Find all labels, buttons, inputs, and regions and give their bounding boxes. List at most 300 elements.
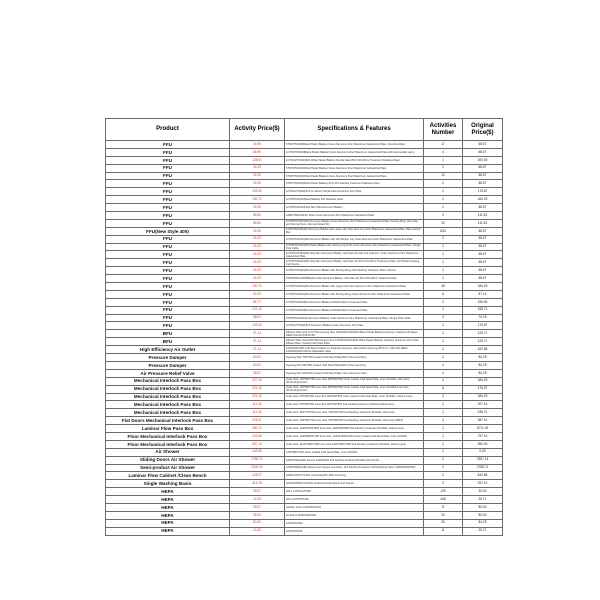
- spec-cell: 1800X1000(width Sensor 1300X2100 Full Sanding Finished SUS304 with Nozzle: [285, 456, 424, 464]
- activities-number-cell: 1: [424, 259, 463, 267]
- table-row: [106, 275, 503, 283]
- spec-cell: Outer Size: 560*470*440 Inner Size: 400*400*400 Full Sanding Treatment SUS304, with Lamp: [285, 409, 424, 417]
- activity-price-cell: 85.80: [230, 219, 285, 227]
- product-cell: FFU: [106, 196, 230, 204]
- col-header-specs: Specifications & Features: [285, 119, 424, 141]
- spec-cell: 1175X575X320(400 Ultra Slim Aluminum Blades, with Flat Lid) with Led Indicator / Outer Aluminum Zinc Plate/Inner Galvanized Plate: [285, 251, 424, 259]
- activities-number-cell: 20: [424, 511, 463, 519]
- spec-cell: 575X560X1435X685(Ultra Slim Aluminum Blades, with Flat Lid) SUS 304 Mirror Treatment Plate: [285, 275, 424, 283]
- original-price-cell: 84.29: [463, 354, 503, 362]
- product-cell: FFU: [106, 259, 230, 267]
- product-cell: Pressure Damper: [106, 354, 230, 362]
- activities-number-cell: 446: [424, 496, 463, 504]
- product-cell: BFU: [106, 330, 230, 338]
- activities-number-cell: 1: [424, 196, 463, 204]
- price-table: [105, 118, 503, 536]
- activities-number-cell: 834: [424, 227, 463, 235]
- product-cell: Mechanical Interlock Pass Box: [106, 401, 230, 409]
- activity-price-cell: 34.29: [230, 227, 285, 235]
- product-cell: Semi-product Air Shower: [106, 464, 230, 472]
- activity-price-cell: 278.57: [230, 417, 285, 425]
- table-row: [106, 298, 503, 306]
- original-price-cell: 797.14: [463, 432, 503, 440]
- activity-price-cell: 85.80: [230, 212, 285, 220]
- spec-cell: Outer Size: 1160*1080*1280 Inner Size 1000*1000*1000 Full Sanding Treatment SUS304, without Lamp: [285, 440, 424, 448]
- table-row: [106, 385, 503, 393]
- activities-number-cell: 8: [424, 527, 463, 535]
- product-cell: HEPA: [106, 527, 230, 535]
- activities-number-cell: 1: [424, 432, 463, 440]
- activity-price-cell: 2000.00: [230, 464, 285, 472]
- table-row: [106, 519, 503, 527]
- activity-price-cell: 34.29: [230, 243, 285, 251]
- original-price-cell: 68.57: [463, 227, 503, 235]
- activity-price-cell: 34.29: [230, 235, 285, 243]
- original-price-cell: 111.43: [463, 219, 503, 227]
- original-price-cell: 68.57: [463, 251, 503, 259]
- col-header-product: Product: [106, 119, 230, 141]
- spec-cell: wooden frame 6100X610X220: [285, 503, 424, 511]
- activities-number-cell: 1: [424, 164, 463, 172]
- activities-number-cell: 1: [424, 464, 463, 472]
- original-price-cell: 176.87: [463, 322, 503, 330]
- table-row: [106, 456, 503, 464]
- activity-price-cell: 34.29: [230, 267, 285, 275]
- spec-cell: 575X575X320(White Plastic Blades) SUS 201 Sanding Treatment Stainless Steel: [285, 180, 424, 188]
- activity-price-cell: 34.29: [230, 204, 285, 212]
- original-price-cell: 207.14: [463, 401, 503, 409]
- activities-number-cell: 1: [424, 306, 463, 314]
- activity-price-cell: 111.43: [230, 409, 285, 417]
- table-row: [106, 243, 503, 251]
- table-row: [106, 322, 503, 330]
- spec-cell: 1680X780X259 EC Motor Outer Aluminum Zinc Plate/Inner Galvanized Plate: [285, 212, 424, 220]
- activity-price-cell: 121.43: [230, 306, 285, 314]
- original-price-cell: 84.29: [463, 361, 503, 369]
- table-row: [106, 196, 503, 204]
- activities-number-cell: 1: [424, 425, 463, 433]
- original-price-cell: 68.57: [463, 243, 503, 251]
- spec-cell: 1175X575X320(510 Aluminum Blades) SUS304 Mirror Treatment Plate: [285, 306, 424, 314]
- activities-number-cell: 6: [424, 290, 463, 298]
- activities-number-cell: 2: [424, 401, 463, 409]
- activities-number-cell: 2: [424, 180, 463, 188]
- activities-number-cell: 2: [424, 235, 463, 243]
- original-price-cell: 184.29: [463, 283, 503, 291]
- activity-price-cell: 260.71: [230, 425, 285, 433]
- original-price-cell: 125.71: [463, 330, 503, 338]
- product-cell: Mechanical Interlock Pass Box: [106, 377, 230, 385]
- product-cell: FFU: [106, 306, 230, 314]
- spec-cell: 1175X1175X320(470 AC Motor) Single Face Aluminum Zinc Plate: [285, 188, 424, 196]
- product-cell: FFU: [106, 164, 230, 172]
- product-cell: Pressure Damper: [106, 361, 230, 369]
- activities-number-cell: 129: [424, 488, 463, 496]
- original-price-cell: 176.57: [463, 385, 503, 393]
- activity-price-cell: 28.57: [230, 369, 285, 377]
- spec-cell: 1175X575X320(Steel Blades) 201 Stainless Steel: [285, 196, 424, 204]
- product-cell: FFU: [106, 314, 230, 322]
- activity-price-cell: 102.00: [230, 322, 285, 330]
- activities-number-cell: 17: [424, 141, 463, 149]
- table-row: [106, 448, 503, 456]
- activities-number-cell: 20: [424, 219, 463, 227]
- original-price-cell: 35.00: [463, 488, 503, 496]
- original-price-cell: 84.29: [463, 519, 503, 527]
- original-price-cell: 1071.43: [463, 425, 503, 433]
- product-cell: Sliding Doors Air Shower: [106, 456, 230, 464]
- original-price-cell: 184.29: [463, 393, 503, 401]
- activity-price-cell: 56.99: [230, 148, 285, 156]
- spec-cell: 575X575X320(Blank Plastic Blades) Outer Aluminum Zinc Plate/Inner Galvanized Plate, Industrial Motor: [285, 141, 424, 149]
- activity-price-cell: 52.29: [230, 290, 285, 298]
- table-row: [106, 156, 503, 164]
- product-cell: FFU: [106, 180, 230, 188]
- table-row: [106, 393, 503, 401]
- activity-price-cell: 34.29: [230, 172, 285, 180]
- spec-cell: 575X575X320(510 Aluminum Blades) Outer Aluminum Zinc Plate/Inner Galvanized Plate / Single Pole Cable: [285, 314, 424, 322]
- activities-number-cell: 1: [424, 448, 463, 456]
- original-price-cell: 68.57: [463, 148, 503, 156]
- activity-price-cell: 34.29: [230, 164, 285, 172]
- original-price-cell: 74.29: [463, 314, 503, 322]
- spec-cell: 1220X610X69: [285, 519, 424, 527]
- col-header-original-price: Original Price($): [463, 119, 503, 141]
- activity-price-cell: 34.29: [230, 251, 285, 259]
- spec-cell: Diffuser Plate Size 1172*760 Housing Size 1024X804X440(500 Blank Plastic Blades) Housing: Coated Cold Steel / HEPA Size1170X570X69: [285, 330, 424, 338]
- table-row: [106, 164, 503, 172]
- activities-number-cell: 2: [424, 456, 463, 464]
- product-cell: Mechanical Interlock Pass Box: [106, 409, 230, 417]
- spec-cell: Diffuser Plate Size1220*930 Housing Size 1175X615X440(500 White Plastic Blades) Housing: Aluminum Zinc Plate, Diffuse Plate: Coated Cold Steel Plate: [285, 338, 424, 346]
- activity-price-cell: 68.51: [230, 314, 285, 322]
- spec-cell: 1175X1175X320(304 White Plastic Blades) Double Face BUS 301 Mirror Treatment Stainless Steel: [285, 156, 424, 164]
- table-row: [106, 496, 503, 504]
- table-row: [106, 369, 503, 377]
- table-row: [106, 204, 503, 212]
- activities-number-cell: 3: [424, 212, 463, 220]
- original-price-cell: 155.71: [463, 306, 503, 314]
- activities-number-cell: 3: [424, 314, 463, 322]
- activities-number-cell: 1: [424, 267, 463, 275]
- activities-number-cell: 1: [424, 243, 463, 251]
- product-cell: FFU: [106, 243, 230, 251]
- product-cell: FFU: [106, 141, 230, 149]
- activities-number-cell: 1: [424, 275, 463, 283]
- product-cell: FFU: [106, 290, 230, 298]
- table-row: [106, 432, 503, 440]
- header-row: [106, 119, 503, 141]
- product-cell: Laminar Flow Cabinet /Clean Bench: [106, 472, 230, 480]
- table-row: [106, 148, 503, 156]
- table-row: [106, 527, 503, 535]
- activity-price-cell: 128.91: [230, 156, 285, 164]
- spec-cell: 575X575X320(White Plastic Blades) Outer Aluminum Zinc Plate/Inner Galvanized Plate: [285, 172, 424, 180]
- spec-cell: 1165X575X69: [285, 527, 424, 535]
- activities-number-cell: 20: [424, 519, 463, 527]
- product-cell: HEPA: [106, 503, 230, 511]
- table-row: [106, 172, 503, 180]
- table-row: [106, 503, 503, 511]
- original-price-cell: 68.57: [463, 164, 503, 172]
- product-cell: FFU: [106, 148, 230, 156]
- original-price-cell: 68.57: [463, 180, 503, 188]
- product-cell: BFU: [106, 338, 230, 346]
- activities-number-cell: 4: [424, 369, 463, 377]
- activity-price-cell: 86.77: [230, 298, 285, 306]
- spec-cell: WS-L1175X575X69: [285, 496, 424, 504]
- activity-price-cell: 50.00: [230, 519, 285, 527]
- table-row: [106, 219, 503, 227]
- original-price-cell: 68.57: [463, 267, 503, 275]
- product-cell: HEPA: [106, 519, 230, 527]
- product-cell: HEPA: [106, 488, 230, 496]
- original-price-cell: 84.29: [463, 369, 503, 377]
- activities-number-cell: 4: [424, 148, 463, 156]
- spec-cell: AL Frame 6000X300X220: [285, 511, 424, 519]
- original-price-cell: 68.57: [463, 275, 503, 283]
- activity-price-cell: 242.86: [230, 432, 285, 440]
- table-row: [106, 188, 503, 196]
- activity-price-cell: 34.29: [230, 275, 285, 283]
- activities-number-cell: 3: [424, 393, 463, 401]
- table-row: [106, 267, 503, 275]
- original-price-cell: 2785.71: [463, 464, 503, 472]
- original-price-cell: 68.57: [463, 235, 503, 243]
- activity-price-cell: 357.14: [230, 440, 285, 448]
- product-cell: FFU: [106, 251, 230, 259]
- spec-cell: Outer Size 700*660*660 Inner Size 600*500*500 Full sanding treatment SUS201 without lamp: [285, 401, 424, 409]
- activity-price-cell: 428.57: [230, 472, 285, 480]
- activity-price-cell: 121.43: [230, 385, 285, 393]
- table-row: [106, 141, 503, 149]
- activities-number-cell: 1: [424, 322, 463, 330]
- table-row: [106, 330, 503, 338]
- table-row: [106, 227, 503, 235]
- original-price-cell: 68.57: [463, 172, 503, 180]
- activity-price-cell: 442.86: [230, 448, 285, 456]
- product-cell: FFU(New Style 400): [106, 227, 230, 235]
- original-price-cell: 25.71: [463, 496, 503, 504]
- table-row: [106, 180, 503, 188]
- activities-number-cell: 6: [424, 385, 463, 393]
- activities-number-cell: 1: [424, 330, 463, 338]
- product-cell: FFU: [106, 219, 230, 227]
- original-price-cell: 68.57: [463, 141, 503, 149]
- spec-cell: 1175X575X320(400 Aluminum Blades with Ducting Ring) 304 Sanding Treatment Plate, Flat Lid: [285, 267, 424, 275]
- activities-number-cell: 2: [424, 472, 463, 480]
- table-row: [106, 464, 503, 472]
- original-price-cell: 102.86: [463, 346, 503, 354]
- spec-cell: Outer Size: 760*660*720 Inner Size: 600*500*600 Full Sanding Treatment SUS304, with Lamp (BMS): [285, 417, 424, 425]
- activities-number-cell: 1: [424, 338, 463, 346]
- spec-cell: Opening Size: 550*300 Coated Cold Steel Plate(2612 inline inventory): [285, 354, 424, 362]
- activity-price-cell: 14.29: [230, 527, 285, 535]
- spec-cell: 1175X575X320(400 Aluminum Blades with Old Version Lid) Outer Aluminum Zinc Plate/Inner Galvanized Plate: [285, 235, 424, 243]
- original-price-cell: 25.71: [463, 527, 503, 535]
- product-cell: FFU: [106, 298, 230, 306]
- table-row: [106, 401, 503, 409]
- product-cell: FFU: [106, 267, 230, 275]
- product-cell: FFU: [106, 172, 230, 180]
- activities-number-cell: 1: [424, 409, 463, 417]
- original-price-cell: 235.71: [463, 409, 503, 417]
- original-price-cell: 184.29: [463, 196, 503, 204]
- activity-price-cell: 60.00: [230, 361, 285, 369]
- spec-cell: 1175X575X320(Ultra Slim 500 Aluminum Blades): [285, 204, 424, 212]
- activity-price-cell: 60.00: [230, 354, 285, 362]
- activities-number-cell: 1: [424, 188, 463, 196]
- activities-number-cell: 12: [424, 172, 463, 180]
- activity-price-cell: 127.43: [230, 377, 285, 385]
- product-cell: Mechanical Interlock Pass Box: [106, 393, 230, 401]
- product-cell: FFU: [106, 156, 230, 164]
- spec-cell: 600X600X820 SUS304 sanding finished faucet and drainer: [285, 480, 424, 488]
- activities-number-cell: 46: [424, 283, 463, 291]
- activities-number-cell: 1: [424, 156, 463, 164]
- product-cell: FFU: [106, 188, 230, 196]
- product-cell: FFU: [106, 275, 230, 283]
- product-cell: High Efficiency Air Outlet: [106, 346, 230, 354]
- col-header-activity-price: Activity Price($): [230, 119, 285, 141]
- activity-price-cell: 97.14: [230, 330, 285, 338]
- product-cell: Air Pressure Relief Valve: [106, 369, 230, 377]
- activity-price-cell: 121.43: [230, 393, 285, 401]
- spec-cell: Opening Size 520*480 Coated Cold Steel Plate(2612 inline inventory): [285, 361, 424, 369]
- spec-cell: 1200X600X780 Cold Steel Coated 1.2 thickness Housing, Side Airflow Opening 2PCS D = 250 with HEPA 1220X610X69 without Adjustable Valve: [285, 346, 424, 354]
- spec-cell: 12000X800X2180 without door frames and doors, Full Sanding Treatment SUS304(Inner Size: 1400X2000X500): [285, 464, 424, 472]
- spec-cell: Outer Size: 1200X860X1780 Inner Size: 1000X1000X1000 Outer Coated Cold Steel Plate, Inner SUS304: [285, 432, 424, 440]
- spec-cell: Outer Size: 760*660*760 Inner Size 600*600*600 Outer Coated Cold Steel Plate, Inner SUS304, with Lamp (Protruding Doors): [285, 377, 424, 385]
- original-price-cell: 155.50: [463, 298, 503, 306]
- product-cell: FFU: [106, 322, 230, 330]
- activity-price-cell: 37.14: [230, 346, 285, 354]
- activity-price-cell: 34.29: [230, 259, 285, 267]
- table-row: [106, 354, 503, 362]
- activities-number-cell: 4: [424, 361, 463, 369]
- activity-price-cell: 111.43: [230, 401, 285, 409]
- original-price-cell: 590.00: [463, 440, 503, 448]
- activity-price-cell: 100.71: [230, 283, 285, 291]
- spec-cell: 1175X1175X320(510 Aluminum Blades) Outer Aluminum Zinc Plate: [285, 322, 424, 330]
- activity-price-cell: 100.71: [230, 196, 285, 204]
- product-cell: Floor Mechanical Interlock Pass Box: [106, 440, 230, 448]
- activities-number-cell: 8: [424, 503, 463, 511]
- original-price-cell: 387.14: [463, 417, 503, 425]
- product-cell: Mechanical Interlock Pass Box: [106, 385, 230, 393]
- table-row: [106, 314, 503, 322]
- table-row: [106, 417, 503, 425]
- table-row: [106, 425, 503, 433]
- table-row: [106, 306, 503, 314]
- activity-price-cell: 14.29: [230, 496, 285, 504]
- spec-cell: 1200*880*2100 Outer Coated Cold Steel Plate, Inner SUS301: [285, 448, 424, 456]
- table-row: [106, 235, 503, 243]
- product-cell: HEPA: [106, 511, 230, 519]
- original-price-cell: 0.00: [463, 448, 503, 456]
- spec-cell: 1175X575X320(400 Aluminum Blades with Ducting Ring) Outer Aluminum Zinc Plate/Inner Galvanized Plate: [285, 290, 424, 298]
- product-cell: Single Washing Basin: [106, 480, 230, 488]
- table-row: [106, 511, 503, 519]
- activities-number-cell: 2: [424, 346, 463, 354]
- product-cell: Flat Doors Mechanical Interlock Pass Box: [106, 417, 230, 425]
- activities-number-cell: 4: [424, 377, 463, 385]
- original-price-cell: 68.57: [463, 259, 503, 267]
- original-price-cell: 111.43: [463, 212, 503, 220]
- product-cell: HEPA: [106, 496, 230, 504]
- table-row: [106, 283, 503, 291]
- table-row: [106, 440, 503, 448]
- spec-cell: 1175X575X320(400 Aluminum Blades with Large Lid) Outer Aluminum Zinc Plate/Inner Galvanized Plate: [285, 283, 424, 291]
- table-row: [106, 488, 503, 496]
- spec-cell: 575X575X320(400 Aluminum Blades with Large Lid) Outer Aluminum Zinc Plate/Inner Galvanized Plate, Blue Control Box: [285, 227, 424, 235]
- table-row: [106, 480, 503, 488]
- spec-cell: 1500X730X1770 201 sand plate(PO 4087 inventory): [285, 472, 424, 480]
- spec-cell: 1175X575X320(400 Aluminum Blades) Outer Aluminum Zinc Plate/Inner Galvanized Plate, Ducting Ring, with relay and Normal Open, Normal Closed Dry: [285, 219, 424, 227]
- activity-price-cell: 28.57: [230, 503, 285, 511]
- spec-cell: WS-L 1175X1175X69: [285, 488, 424, 496]
- original-price-cell: 2357.14: [463, 456, 503, 464]
- spec-cell: Outer Size 700*660*660 Inner Size 600*500*500 Outer Coated Cold Steel Plate, Inner SUS304, without Lamp: [285, 393, 424, 401]
- activities-number-cell: 3: [424, 480, 463, 488]
- table-row: [106, 290, 503, 298]
- product-cell: Air Shower: [106, 448, 230, 456]
- product-cell: FFU: [106, 283, 230, 291]
- table-row: [106, 346, 503, 354]
- spec-cell: 575X575X320(White Plastic Blades) Outer Aluminum Zinc Plate/Inner Galvanized Plate: [285, 164, 424, 172]
- activities-number-cell: 2: [424, 354, 463, 362]
- activity-price-cell: 34.29: [230, 180, 285, 188]
- activities-number-cell: 3: [424, 417, 463, 425]
- spec-cell: Outer Size: 760*660*760 Inner Size 600*600*600 Outer Coated Cold Steel Plate, Inner SUS304 Inner Size (Protruding Doors): [285, 385, 424, 393]
- activity-price-cell: 35.00: [230, 511, 285, 519]
- product-cell: FFU: [106, 235, 230, 243]
- activities-number-cell: 2: [424, 440, 463, 448]
- table-row: [106, 472, 503, 480]
- original-price-cell: 87.14: [463, 290, 503, 298]
- col-header-activities-number: Activities Number: [424, 119, 463, 141]
- table-row: [106, 338, 503, 346]
- original-price-cell: 85.00: [463, 511, 503, 519]
- activity-price-cell: 1785.71: [230, 456, 285, 464]
- table-row: [106, 377, 503, 385]
- product-cell: FFU: [106, 204, 230, 212]
- original-price-cell: 125.71: [463, 338, 503, 346]
- activities-number-cell: 1: [424, 204, 463, 212]
- activity-price-cell: 102.00: [230, 188, 285, 196]
- table-row: [106, 259, 503, 267]
- spec-cell: Outer Size: 1200X660X1660 Inner Size: 900X900X800 Full Sanding Treatment SUS304, without Lamp: [285, 425, 424, 433]
- table-row: [106, 361, 503, 369]
- activity-price-cell: 97.14: [230, 338, 285, 346]
- activities-number-cell: 1: [424, 251, 463, 259]
- activity-price-cell: 34.99: [230, 141, 285, 149]
- table-row: [106, 409, 503, 417]
- original-price-cell: 176.87: [463, 188, 503, 196]
- price-list-sheet: [105, 118, 502, 536]
- activity-price-cell: 314.29: [230, 480, 285, 488]
- original-price-cell: 184.29: [463, 377, 503, 385]
- original-price-cell: 68.57: [463, 204, 503, 212]
- activities-number-cell: 2: [424, 298, 463, 306]
- original-price-cell: 85.00: [463, 503, 503, 511]
- product-cell: Laminar Flow Pass Box: [106, 425, 230, 433]
- table-row: [106, 212, 503, 220]
- spec-cell: 1175X575X320(Blank Plastic Blades) Outer Aluminum Zinc Plate/Inner Galvanized Plate with Gammoider Lamp: [285, 148, 424, 156]
- activity-price-cell: 28.57: [230, 488, 285, 496]
- product-cell: Floor Mechanical Interlock Pass Box: [106, 432, 230, 440]
- spec-cell: 1175X575X320(400 Plastic Blades with ducting ring for4G Outer Aluminum Zinc Plate/Inner Galvanized Plate / Single Pole Cable: [285, 243, 424, 251]
